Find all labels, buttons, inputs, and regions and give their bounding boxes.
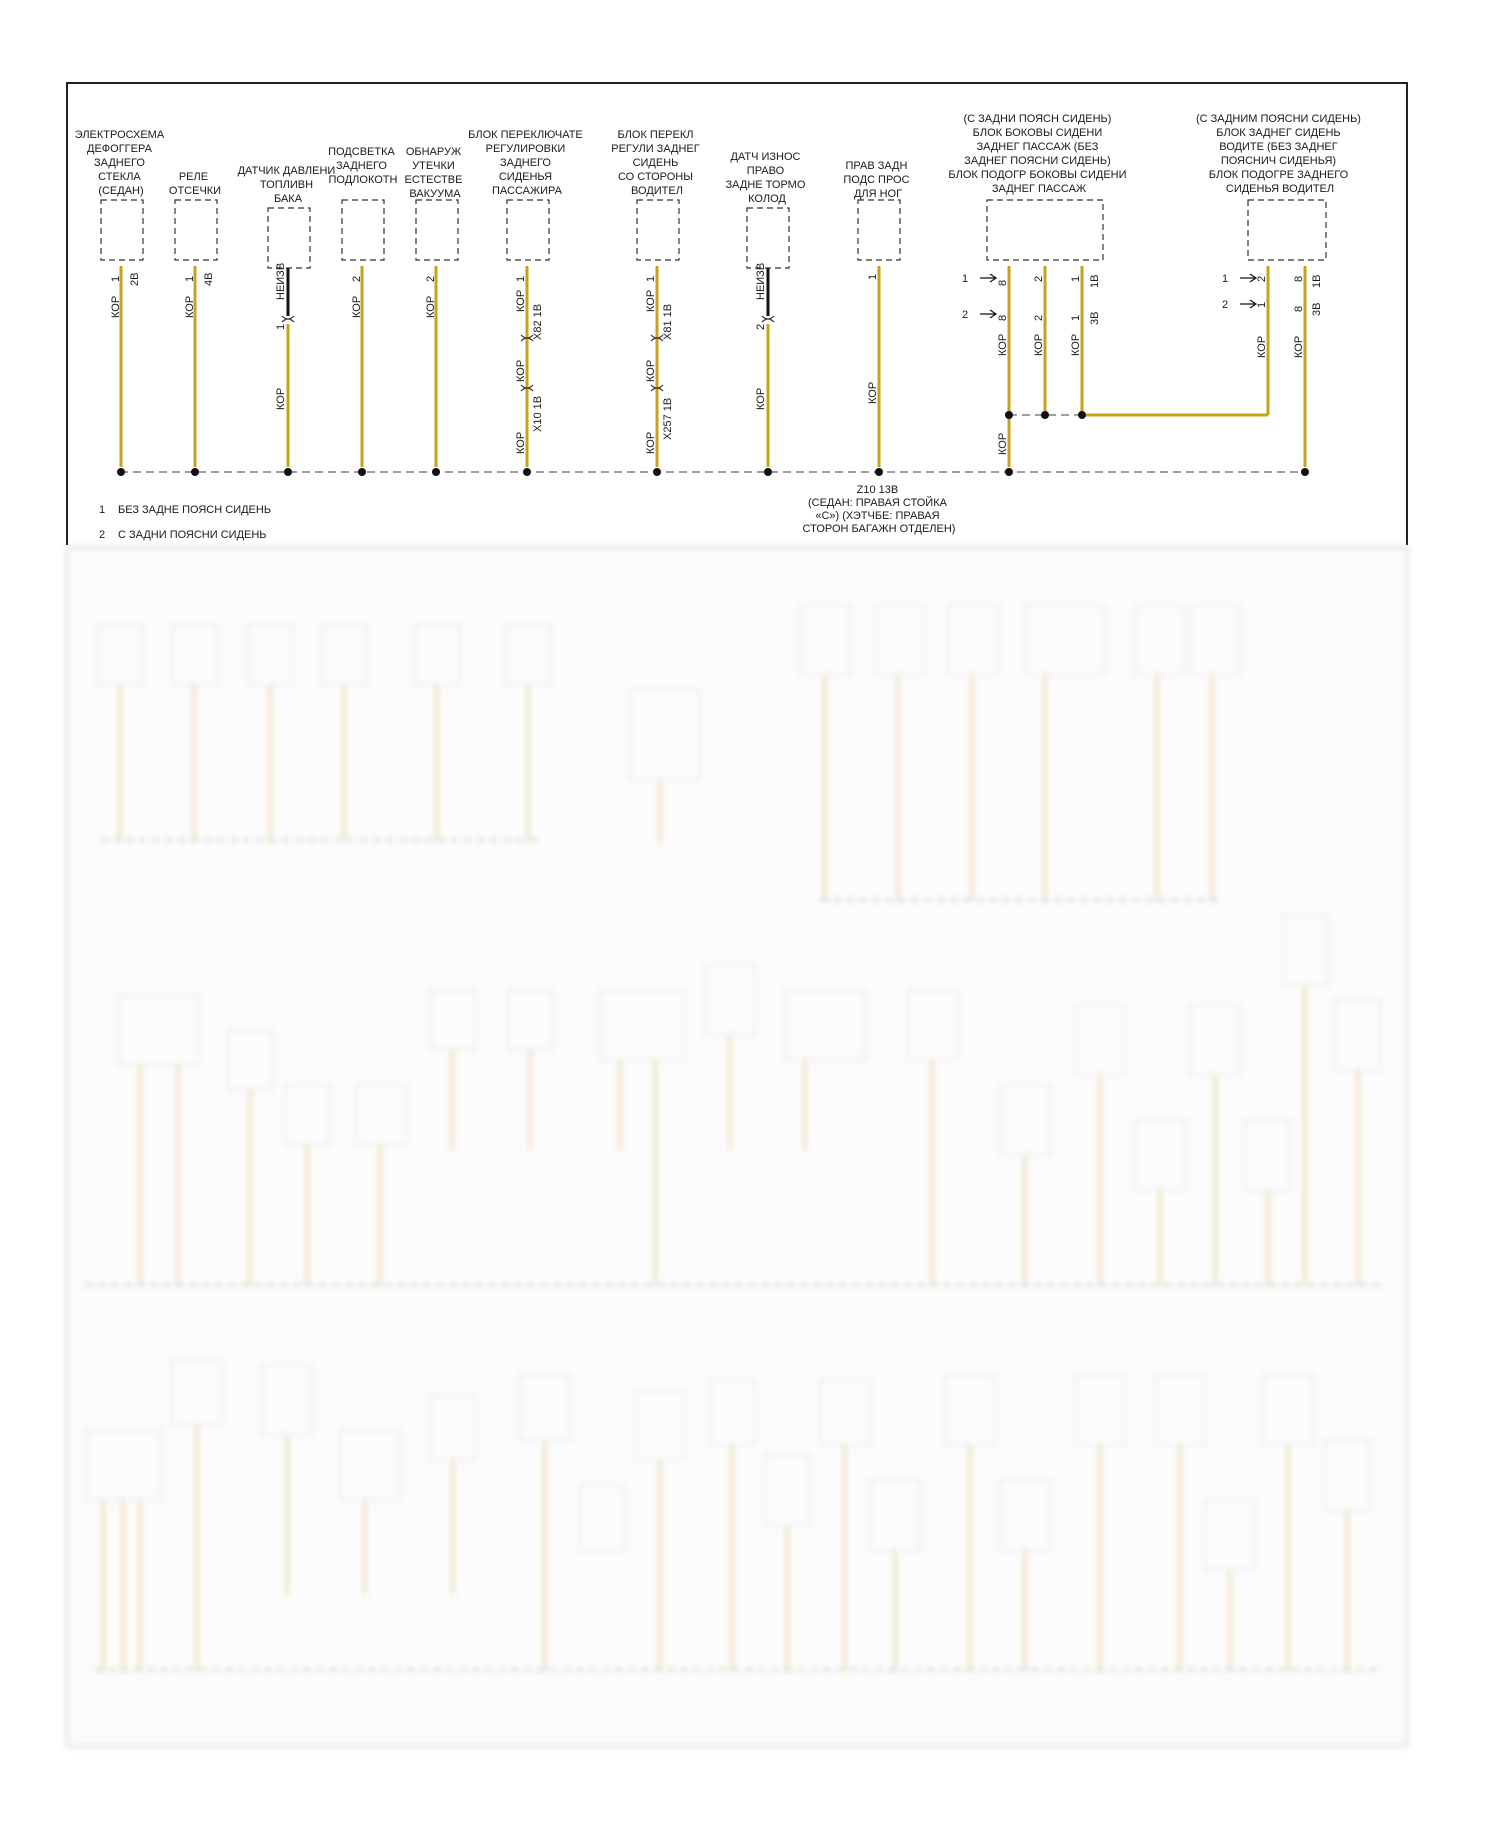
component-label: БЛОК ПЕРЕКЛ РЕГУЛИ ЗАДНЕГ СИДЕНЬ СО СТОРОНЫ ВОДИТЕЛ bbox=[611, 129, 700, 197]
component-label: ЭЛЕКТРОСХЕМА ДЕФОГГЕРА ЗАДНЕГО СТЕКЛА (СЕДАН) bbox=[74, 129, 165, 197]
component-label: ПРАВ ЗАДН ПОДС ПРОС ДЛЯ НОГ bbox=[843, 160, 910, 200]
variant-marker: 1 bbox=[962, 273, 969, 285]
terminal-label: НЕИЗВ bbox=[755, 262, 767, 300]
wire-color-label: КОР bbox=[1293, 335, 1305, 358]
terminal-label: НЕИЗВ bbox=[275, 262, 287, 300]
pin-label: 2 bbox=[755, 323, 767, 330]
pin-label: 8 bbox=[997, 314, 1009, 321]
wire-color-label: КОР bbox=[1256, 335, 1268, 358]
wire-color-label: КОР bbox=[867, 381, 879, 404]
connector-label: X82 1B bbox=[532, 303, 544, 340]
wire-color-label: КОР bbox=[645, 359, 657, 382]
connector-box bbox=[101, 200, 143, 260]
pin-label: 1 bbox=[1070, 314, 1082, 321]
wire-color-label: КОР bbox=[275, 387, 287, 410]
pin-label: 1 bbox=[515, 275, 527, 282]
wire-color-label: КОР bbox=[645, 289, 657, 312]
component-fuel-tank-pressure-sensor bbox=[238, 165, 339, 467]
pin-label: 8 bbox=[1293, 275, 1305, 282]
wire-color-label: КОР bbox=[1070, 333, 1082, 356]
obscured-diagram-area bbox=[67, 548, 1407, 1746]
wire-color-label: КОР bbox=[755, 387, 767, 410]
terminal-label: 4B bbox=[203, 272, 215, 286]
wire-color-label: КОР bbox=[184, 295, 196, 318]
connector-box bbox=[507, 200, 549, 260]
component-vacuum-leak-detection bbox=[404, 146, 465, 467]
component-label: ОБНАРУЖ УТЕЧКИ ЕСТЕСТВЕ ВАКУУМА bbox=[404, 146, 463, 200]
component-label: ПОДСВЕТКА ЗАДНЕГО ПОДЛОКОТН bbox=[328, 146, 398, 186]
pin-label: 8 bbox=[1293, 305, 1305, 312]
connector-box bbox=[637, 200, 679, 260]
wire-color-label: КОР bbox=[645, 431, 657, 454]
pin-label: 1 bbox=[1256, 301, 1268, 308]
wire-color-label: КОР bbox=[997, 432, 1009, 455]
terminal-label: 3B bbox=[1089, 311, 1101, 325]
component-cutoff-relay bbox=[169, 171, 221, 467]
wire-color-label: КОР bbox=[997, 333, 1009, 356]
pin-label: 2 bbox=[425, 275, 437, 282]
component-rear-armrest-light bbox=[328, 146, 398, 467]
component-label: ДАТЧ ИЗНОС ПРАВО ЗАДНЕ ТОРМО КОЛОД bbox=[725, 151, 806, 205]
pin-label: 2 bbox=[1033, 314, 1045, 321]
variant-marker: 1 bbox=[1222, 273, 1229, 285]
connector-box bbox=[1248, 200, 1326, 260]
connector-box bbox=[858, 200, 900, 260]
legend-number: 2 bbox=[99, 529, 106, 541]
component-label: ДАТЧИК ДАВЛЕНИ ТОПЛИВН БАКА bbox=[237, 165, 336, 205]
pin-label: 1 bbox=[867, 273, 879, 280]
variant-marker: 2 bbox=[1222, 299, 1229, 311]
terminal-label: 1B bbox=[1089, 274, 1101, 288]
wire-color-label: КОР bbox=[351, 295, 363, 318]
component-rear-defogger bbox=[75, 129, 167, 467]
pin-label: 1 bbox=[110, 275, 122, 282]
wire-color-label: КОР bbox=[515, 431, 527, 454]
pin-label: 1 bbox=[1070, 275, 1082, 282]
connector-label: X81 1B bbox=[662, 303, 674, 340]
pin-label: 1 bbox=[275, 323, 287, 330]
terminal-label: 1B bbox=[1311, 274, 1323, 288]
connector-box bbox=[747, 208, 789, 268]
pin-label: 1 bbox=[184, 275, 196, 282]
connector-label: X257 1B bbox=[662, 397, 674, 440]
component-label: БЛОК ПЕРЕКЛЮЧАТЕ РЕГУЛИРОВКИ ЗАДНЕГО СИДЕНЬЯ ПАССАЖИРА bbox=[468, 129, 583, 197]
component-label: (С ЗАДНИМ ПОЯСНИ СИДЕНЬ) БЛОК ЗАДНЕГ СИДЕНЬ ВОДИТЕ (БЕЗ ЗАДНЕГ ПОЯСНИЧ СИДЕНЬЯ) БЛОК ПОДОГРЕ ЗАДНЕГО СИДЕНЬЯ ВОДИТЕЛ bbox=[1195, 113, 1361, 195]
connector-box bbox=[987, 200, 1103, 260]
legend-text: С ЗАДНИ ПОЯСНИ СИДЕНЬ bbox=[118, 529, 267, 541]
pin-label: 2 bbox=[1256, 275, 1268, 282]
wire-color-label: КОР bbox=[425, 295, 437, 318]
legend bbox=[99, 504, 271, 541]
connector-box bbox=[175, 200, 217, 260]
wire-color-label: КОР bbox=[515, 289, 527, 312]
connector-box bbox=[268, 208, 310, 268]
component-label: (С ЗАДНИ ПОЯСН СИДЕНЬ) БЛОК БОКОВЫ СИДЕНИ ЗАДНЕГ ПАССАЖ (БЕЗ ЗАДНЕГ ПОЯСНИ СИДЕНЬ) БЛОК ПОДОГР БОКОВЫ СИДЕНИ ЗАДНЕГ ПАССАЖ bbox=[948, 113, 1127, 195]
legend-text: БЕЗ ЗАДНЕ ПОЯСН СИДЕНЬ bbox=[118, 504, 272, 516]
connector-box bbox=[416, 200, 458, 260]
legend-number: 1 bbox=[99, 504, 106, 516]
component-rear-footwell-light bbox=[843, 160, 912, 467]
wire-color-label: КОР bbox=[110, 295, 122, 318]
component-rear-brake-wear-sensor bbox=[726, 151, 809, 467]
pin-label: 1 bbox=[645, 275, 657, 282]
terminal-label: 2B bbox=[129, 272, 141, 286]
component-driver-rear-seat-switch bbox=[611, 129, 703, 467]
pin-label: 2 bbox=[351, 275, 363, 282]
variant-marker: 2 bbox=[962, 309, 969, 321]
component-label: РЕЛЕ ОТСЕЧКИ bbox=[168, 171, 222, 197]
ground-location-label: Z10 13B (СЕДАН: ПРАВАЯ СТОЙКА «С») (ХЭТЧБЕ: ПРАВАЯ СТОРОН БАГАЖН ОТДЕЛЕН) bbox=[802, 484, 956, 535]
wire-color-label: КОР bbox=[515, 359, 527, 382]
component-passenger-rear-seat-switch bbox=[468, 129, 586, 467]
pin-label: 2 bbox=[1033, 275, 1045, 282]
terminal-label: 3B bbox=[1311, 302, 1323, 316]
connector-label: X10 1B bbox=[532, 395, 544, 432]
wire-color-label: КОР bbox=[1033, 333, 1045, 356]
connector-box bbox=[342, 200, 384, 260]
pin-label: 8 bbox=[997, 279, 1009, 286]
